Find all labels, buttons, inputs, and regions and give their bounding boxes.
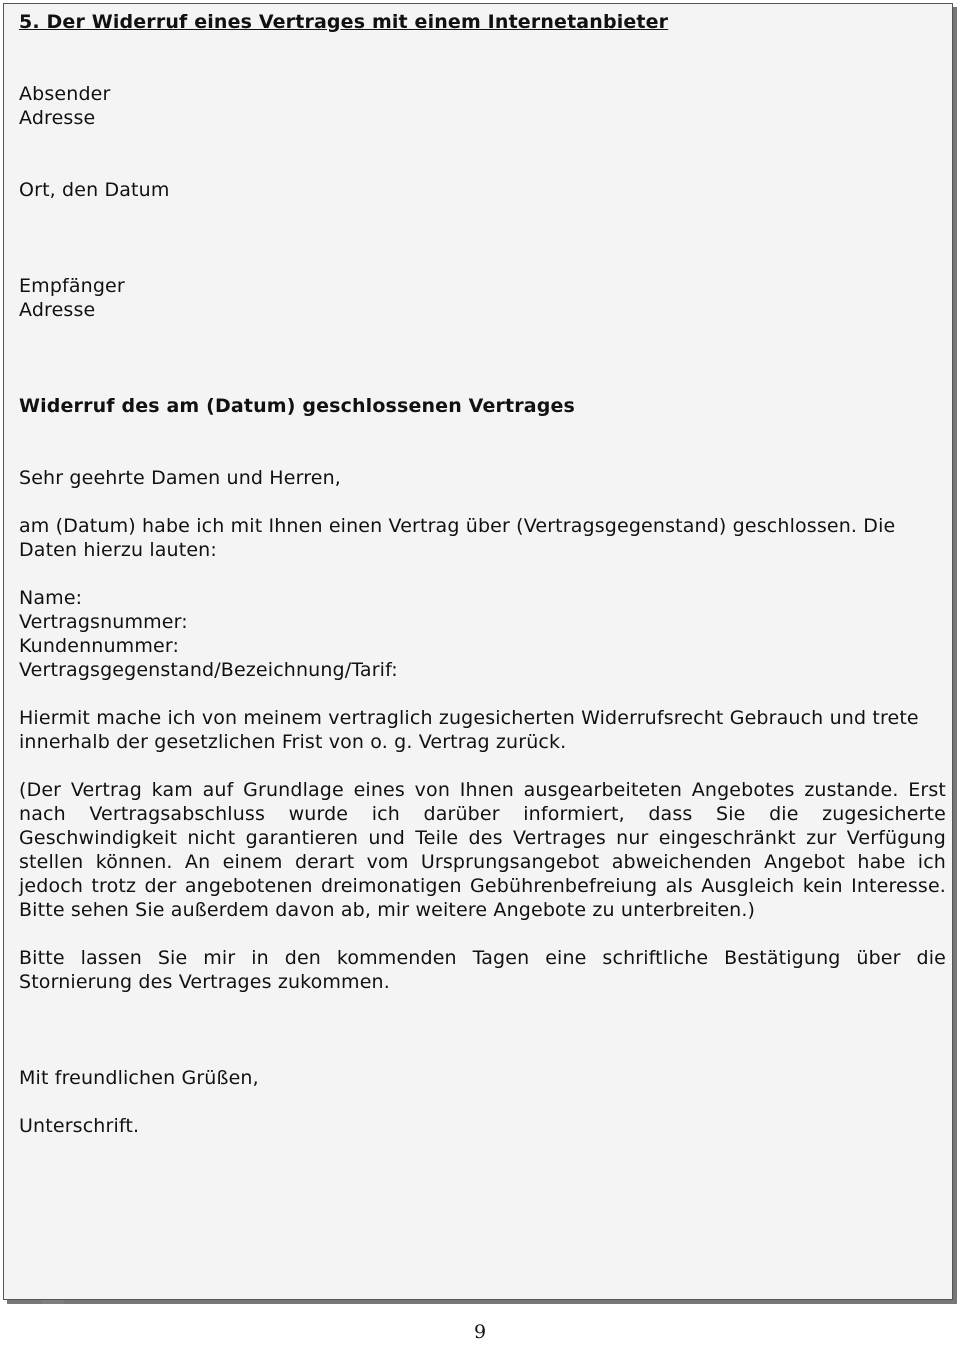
letter-template [19, 10, 946, 1138]
intro-paragraph [19, 514, 946, 562]
sender-line: Absender [19, 83, 111, 105]
page-number: 9 [473, 1321, 487, 1343]
place-date-line: Ort, den Datum [19, 179, 170, 201]
document-page [3, 3, 953, 1300]
closing-line: Mit freundlichen Grüßen, [19, 1067, 259, 1089]
revocation-line: Hiermit mache ich von meinem vertraglich zugesicherten Widerrufsrecht Gebrauch und trete [19, 707, 919, 729]
optional-paragraph: (Der Vertrag kam auf Grundlage eines von Ihnen ausgearbeiteten Angebotes zustande. Erst nach Vertragsabschluss wurde ich darüber informiert, dass Sie die zugesicherte Geschwindigkeit nicht garantieren und Teile des Vertrages nur eingeschränkt zur Verfügung stellen können. An einem derart vom Ursprungsangebot abweichenden Angebot habe ich jedoch trotz der angebotenen dreimonatigen Gebührenbefreiung als Ausgleich kein Interesse. Bitte sehen Sie außerdem davon ab, mir weitere Angebote zu unterbreiten.) [19, 779, 946, 921]
revocation-line: innerhalb der gesetzlichen Frist von o. g. Vertrag zurück. [19, 731, 567, 753]
recipient-address-line: Adresse [19, 299, 96, 321]
sender-address-line: Adresse [19, 107, 96, 129]
section-heading: 5. Der Widerruf eines Vertrages mit einem Internetanbieter [19, 11, 669, 33]
confirmation-paragraph: Bitte lassen Sie mir in den kommenden Tagen eine schriftliche Bestätigung über die Stornierung des Vertrages zukommen. [19, 947, 946, 993]
contract-fields [19, 586, 946, 682]
field-contract-subject: Vertragsgegenstand/Bezeichnung/Tarif: [19, 659, 398, 681]
salutation: Sehr geehrte Damen und Herren, [19, 467, 341, 489]
field-name: Name: [19, 587, 83, 609]
faint-scan-mark [42, 1298, 64, 1306]
recipient-line: Empfänger [19, 275, 125, 297]
subject-line: Widerruf des am (Datum) geschlossenen Vertrages [19, 395, 575, 417]
signature-line: Unterschrift. [19, 1115, 140, 1137]
sender-block [19, 82, 946, 130]
field-customer-number: Kundennummer: [19, 635, 180, 657]
intro-line: Daten hierzu lauten: [19, 539, 217, 561]
recipient-block [19, 274, 946, 322]
field-contract-number: Vertragsnummer: [19, 611, 188, 633]
revocation-paragraph [19, 706, 946, 754]
intro-line: am (Datum) habe ich mit Ihnen einen Vertrag über (Vertragsgegenstand) geschlossen. Die [19, 515, 896, 537]
